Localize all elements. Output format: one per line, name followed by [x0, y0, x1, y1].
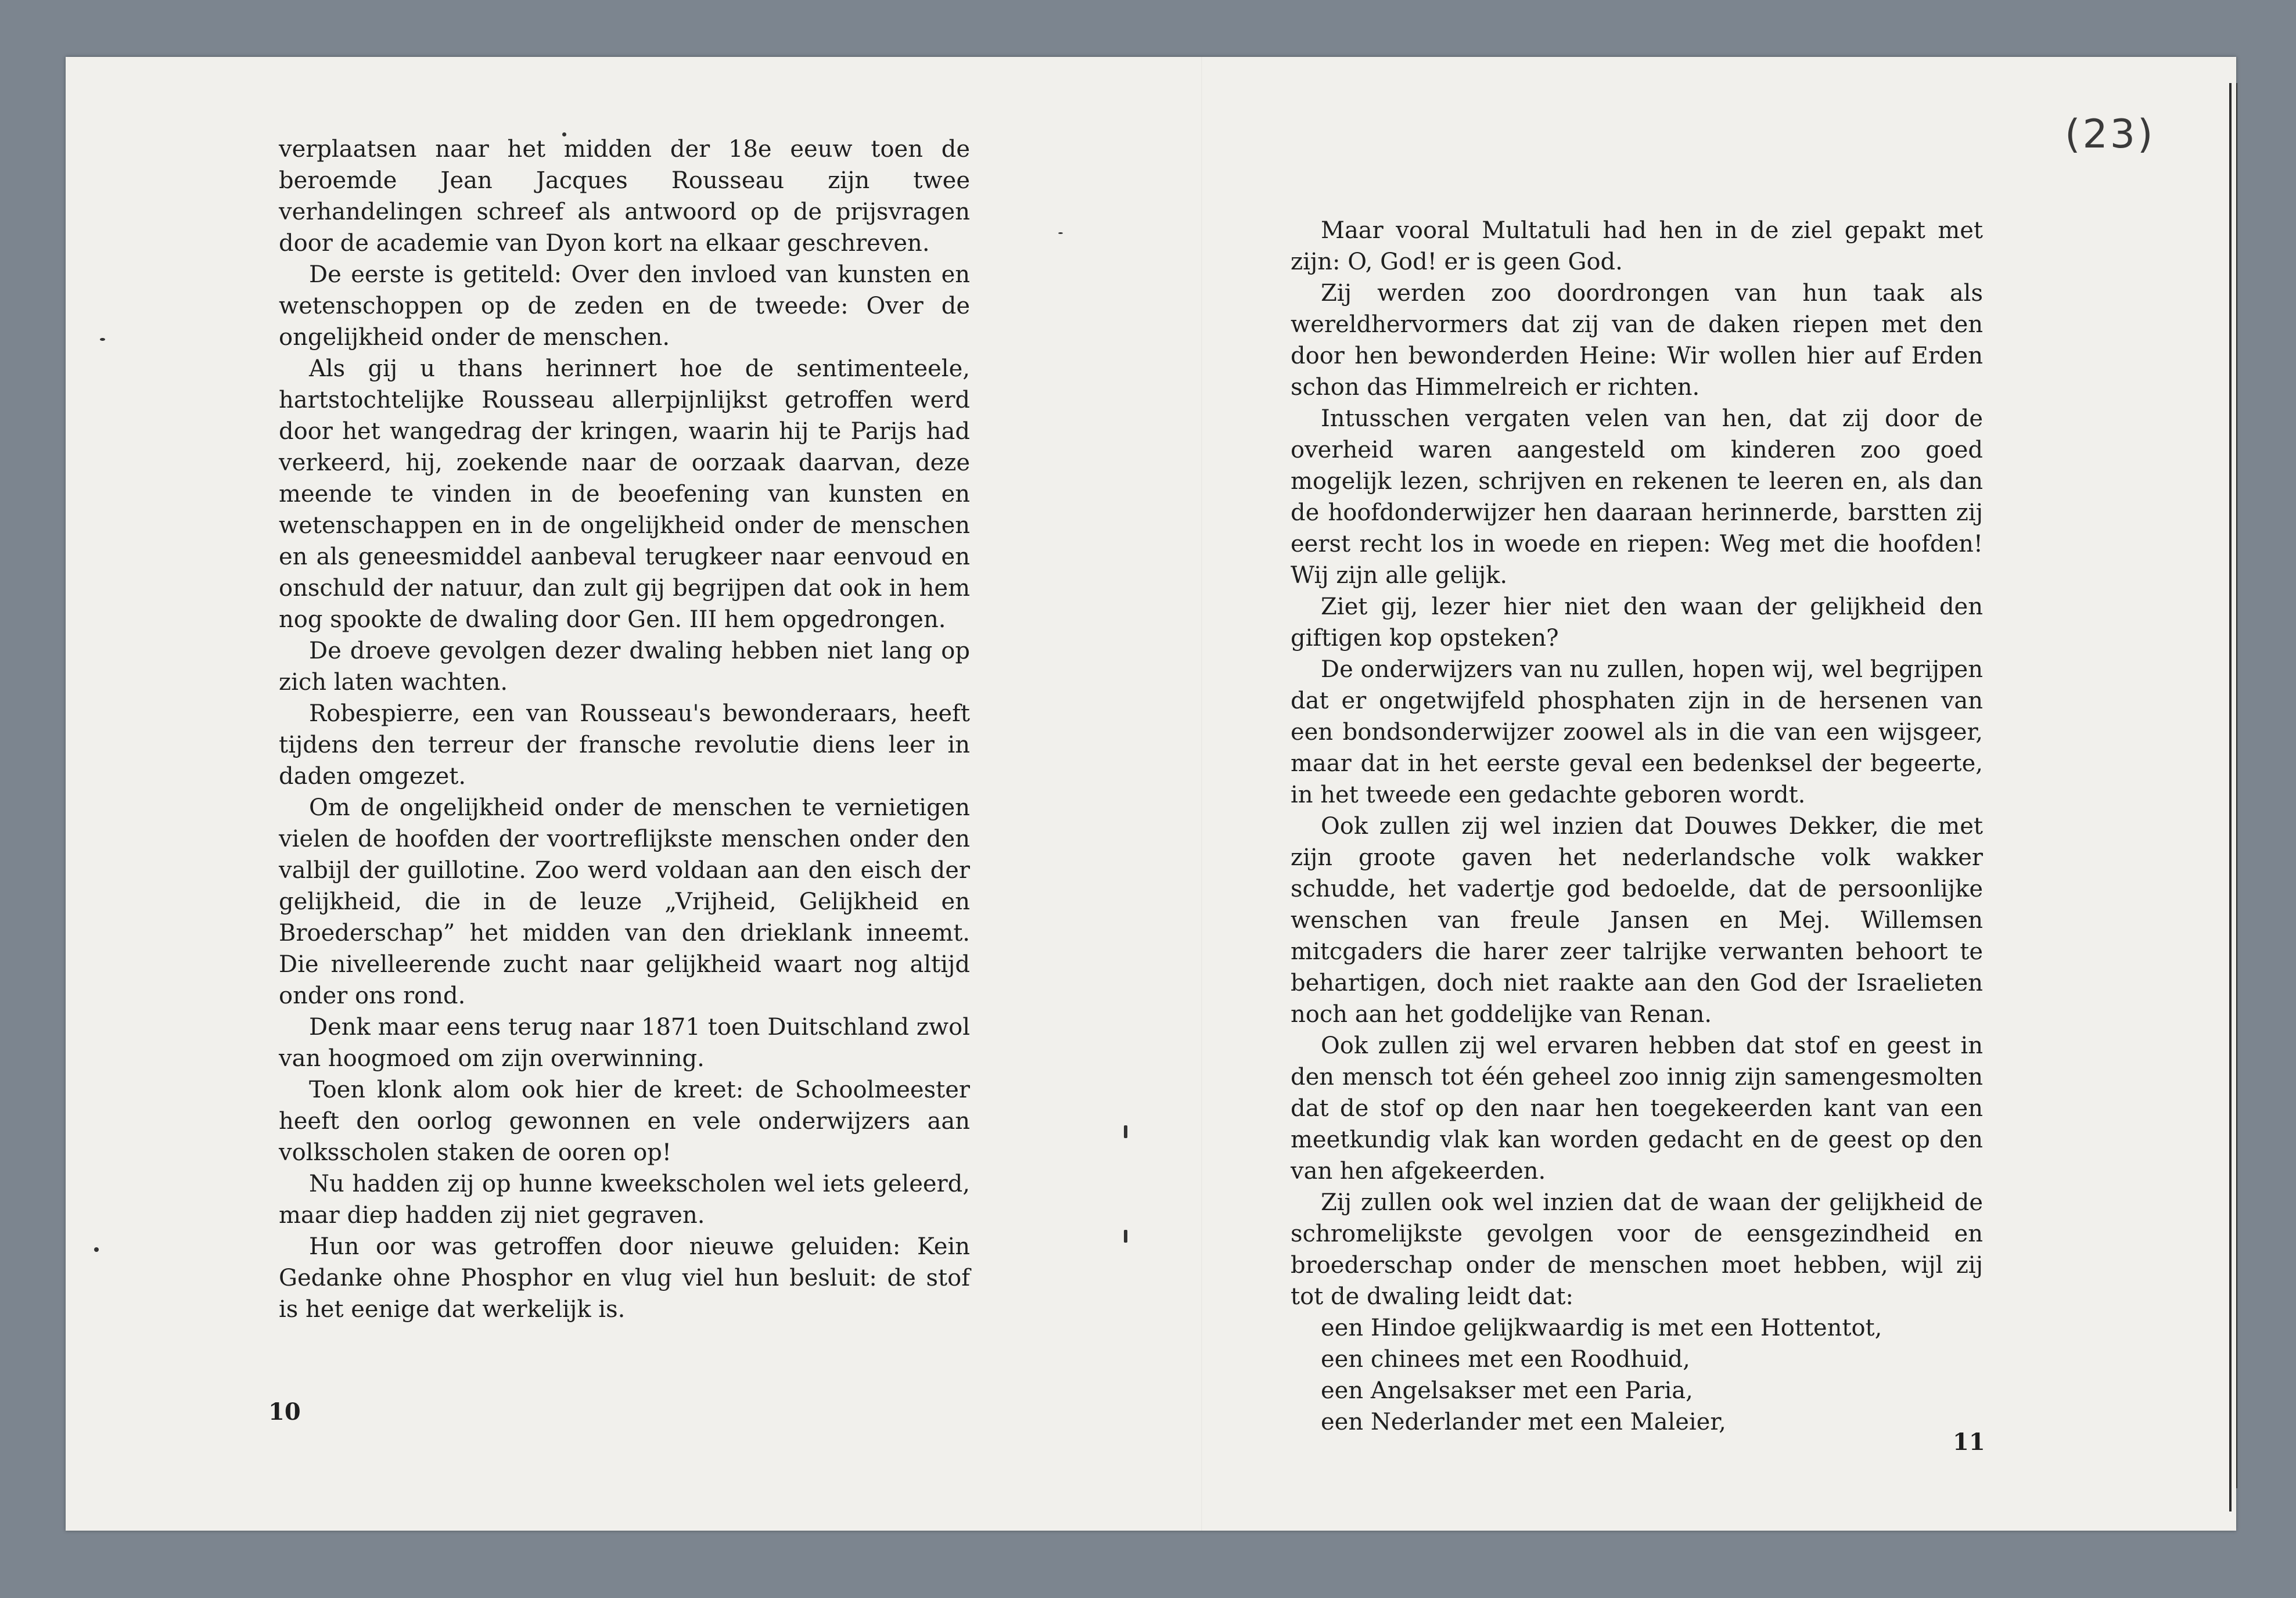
paragraph: Zij zullen ook wel inzien dat de waan der gelijkheid de schromelijkste gevolgen voor de eensgezindheid en broederschap onder de menschen moet hebben, wijl zij tot de dwaling leidt dat:	[1291, 1189, 1983, 1310]
paragraph: Ook zullen zij wel inzien dat Douwes Dekker, die met zijn groote gaven het nederlandsche volk wakker schudde, het vadertje god bedoelde, dat de persoonlijke wenschen van freule Jansen en Mej. Willemsen mitcgaders die harer zeer talrijke verwanten behoort te behartigen, doch niet raakte aan den God der Israelieten noch aan het goddelijke van Renan.	[1291, 813, 1983, 1028]
dust-speck	[1058, 232, 1063, 234]
paragraph: Ziet gij, lezer hier niet den waan der gelijkheid den giftigen kop opsteken?	[1291, 593, 1983, 652]
paragraph: Denk maar eens terug naar 1871 toen Duitschland zwol van hoogmoed om zijn overwinning.	[279, 1014, 970, 1072]
paragraph: De eerste is getiteld: Over den invloed van kunsten en wetenschoppen op de zeden en de tweede: Over de ongelijkheid onder de menschen.	[279, 261, 970, 351]
list-item: een Angelsakser met een Paria,	[1321, 1377, 1693, 1404]
paragraph: Toen klonk alom ook hier de kreet: de Schoolmeester heeft den oorlog gewonnen en vele onderwijzers aan volksscholen staken de ooren op!	[279, 1077, 970, 1166]
page-edge-line	[2229, 83, 2232, 1511]
dust-speck	[1124, 1125, 1127, 1138]
list-item: een chinees met een Roodhuid,	[1321, 1346, 1690, 1373]
paragraph: Maar vooral Multatuli had hen in de ziel gepakt met zijn: O, God! er is geen God.	[1291, 217, 1983, 275]
list-item: een Nederlander met een Maleier,	[1321, 1409, 1726, 1435]
dust-speck	[100, 338, 105, 341]
left-page-text	[279, 134, 970, 1325]
paragraph: Nu hadden zij op hunne kweekscholen wel iets geleerd, maar diep hadden zij niet gegraven.	[279, 1171, 970, 1229]
list-item: een Hindoe gelijkwaardig is met een Hottentot,	[1321, 1315, 1882, 1341]
paragraph: Om de ongelijkheid onder de menschen te vernietigen vielen de hoofden der voortreflijkste menschen onder den valbijl der guillotine. Zoo werd voldaan aan den eisch der gelijkheid, die in de leuze „Vrijheid, Gelijkheid en Broederschap” het midden van den drieklank inneemt. Die nivelleerende zucht naar gelijkheid waart nog altijd onder ons rond.	[279, 794, 970, 1009]
paragraph: Intusschen vergaten velen van hen, dat zij door de overheid waren aangesteld om kinderen zoo goed mogelijk lezen, schrijven en rekenen te leeren en, als dan de hoofdonderwijzer hen daaraan herinnerde, barstten zij eerst recht los in woede en riepen: Weg met die hoofden! Wij zijn alle gelijk.	[1291, 405, 1983, 589]
right-page-number: 11	[1953, 1428, 1985, 1456]
handwritten-page-annotation: (23)	[2065, 111, 2155, 157]
left-page-number: 10	[268, 1398, 301, 1426]
paragraph: De droeve gevolgen dezer dwaling hebben niet lang op zich laten wachten.	[279, 638, 970, 696]
paragraph: Robespierre, een van Rousseau's bewonderaars, heeft tijdens den terreur der fransche revolutie diens leer in daden omgezet.	[279, 700, 970, 790]
paragraph: Ook zullen zij wel ervaren hebben dat stof en geest in den mensch tot één geheel zoo innig zijn samengesmolten dat de stof op den naar hen toegekeerden kant van een meetkundig vlak kan worden gedacht en de geest op den van hen afgekeerden.	[1291, 1032, 1983, 1185]
paragraph: Zij werden zoo doordrongen van hun taak als wereldhervormers dat zij van de daken riepen met den door hen bewonderden Heine: Wir wollen hier auf Erden schon das Himmelreich er richten.	[1291, 280, 1983, 401]
page-edge-line	[2236, 83, 2237, 1488]
right-page-text	[1291, 215, 1983, 1438]
dust-speck	[1124, 1230, 1127, 1243]
paragraph: verplaatsen naar het midden der 18e eeuw toen de beroemde Jean Jacques Rousseau zijn twee verhandelingen schreef als antwoord op de prijsvragen door de academie van Dyon kort na elkaar geschreven.	[279, 136, 970, 257]
book-spine	[1201, 57, 1202, 1531]
paragraph: De onderwijzers van nu zullen, hopen wij, wel begrijpen dat er ongetwijfeld phosphaten zijn in de hersenen van een bondsonderwijzer zoowel als in die van een wijsgeer, maar dat in het eerste geval een bedenksel der begeerte, in het tweede een gedachte geboren wordt.	[1291, 656, 1983, 808]
paragraph: Als gij u thans herinnert hoe de sentimenteele, hartstochtelijke Rousseau allerpijnlijkst getroffen werd door het wangedrag der kringen, waarin hij te Parijs had verkeerd, hij, zoekende naar de oorzaak daarvan, deze meende te vinden in de beoefening van kunsten en wetenschappen en in de ongelijkheid onder de menschen en als geneesmiddel aanbeval terugkeer naar eenvoud en onschuld der natuur, dan zult gij begrijpen dat ook in hem nog spookte de dwaling door Gen. III hem opgedrongen.	[279, 355, 970, 633]
dust-speck	[94, 1247, 99, 1252]
paragraph: Hun oor was getroffen door nieuwe geluiden: Kein Gedanke ohne Phosphor en vlug viel hun besluit: de stof is het eenige dat werkelijk is.	[279, 1233, 970, 1323]
